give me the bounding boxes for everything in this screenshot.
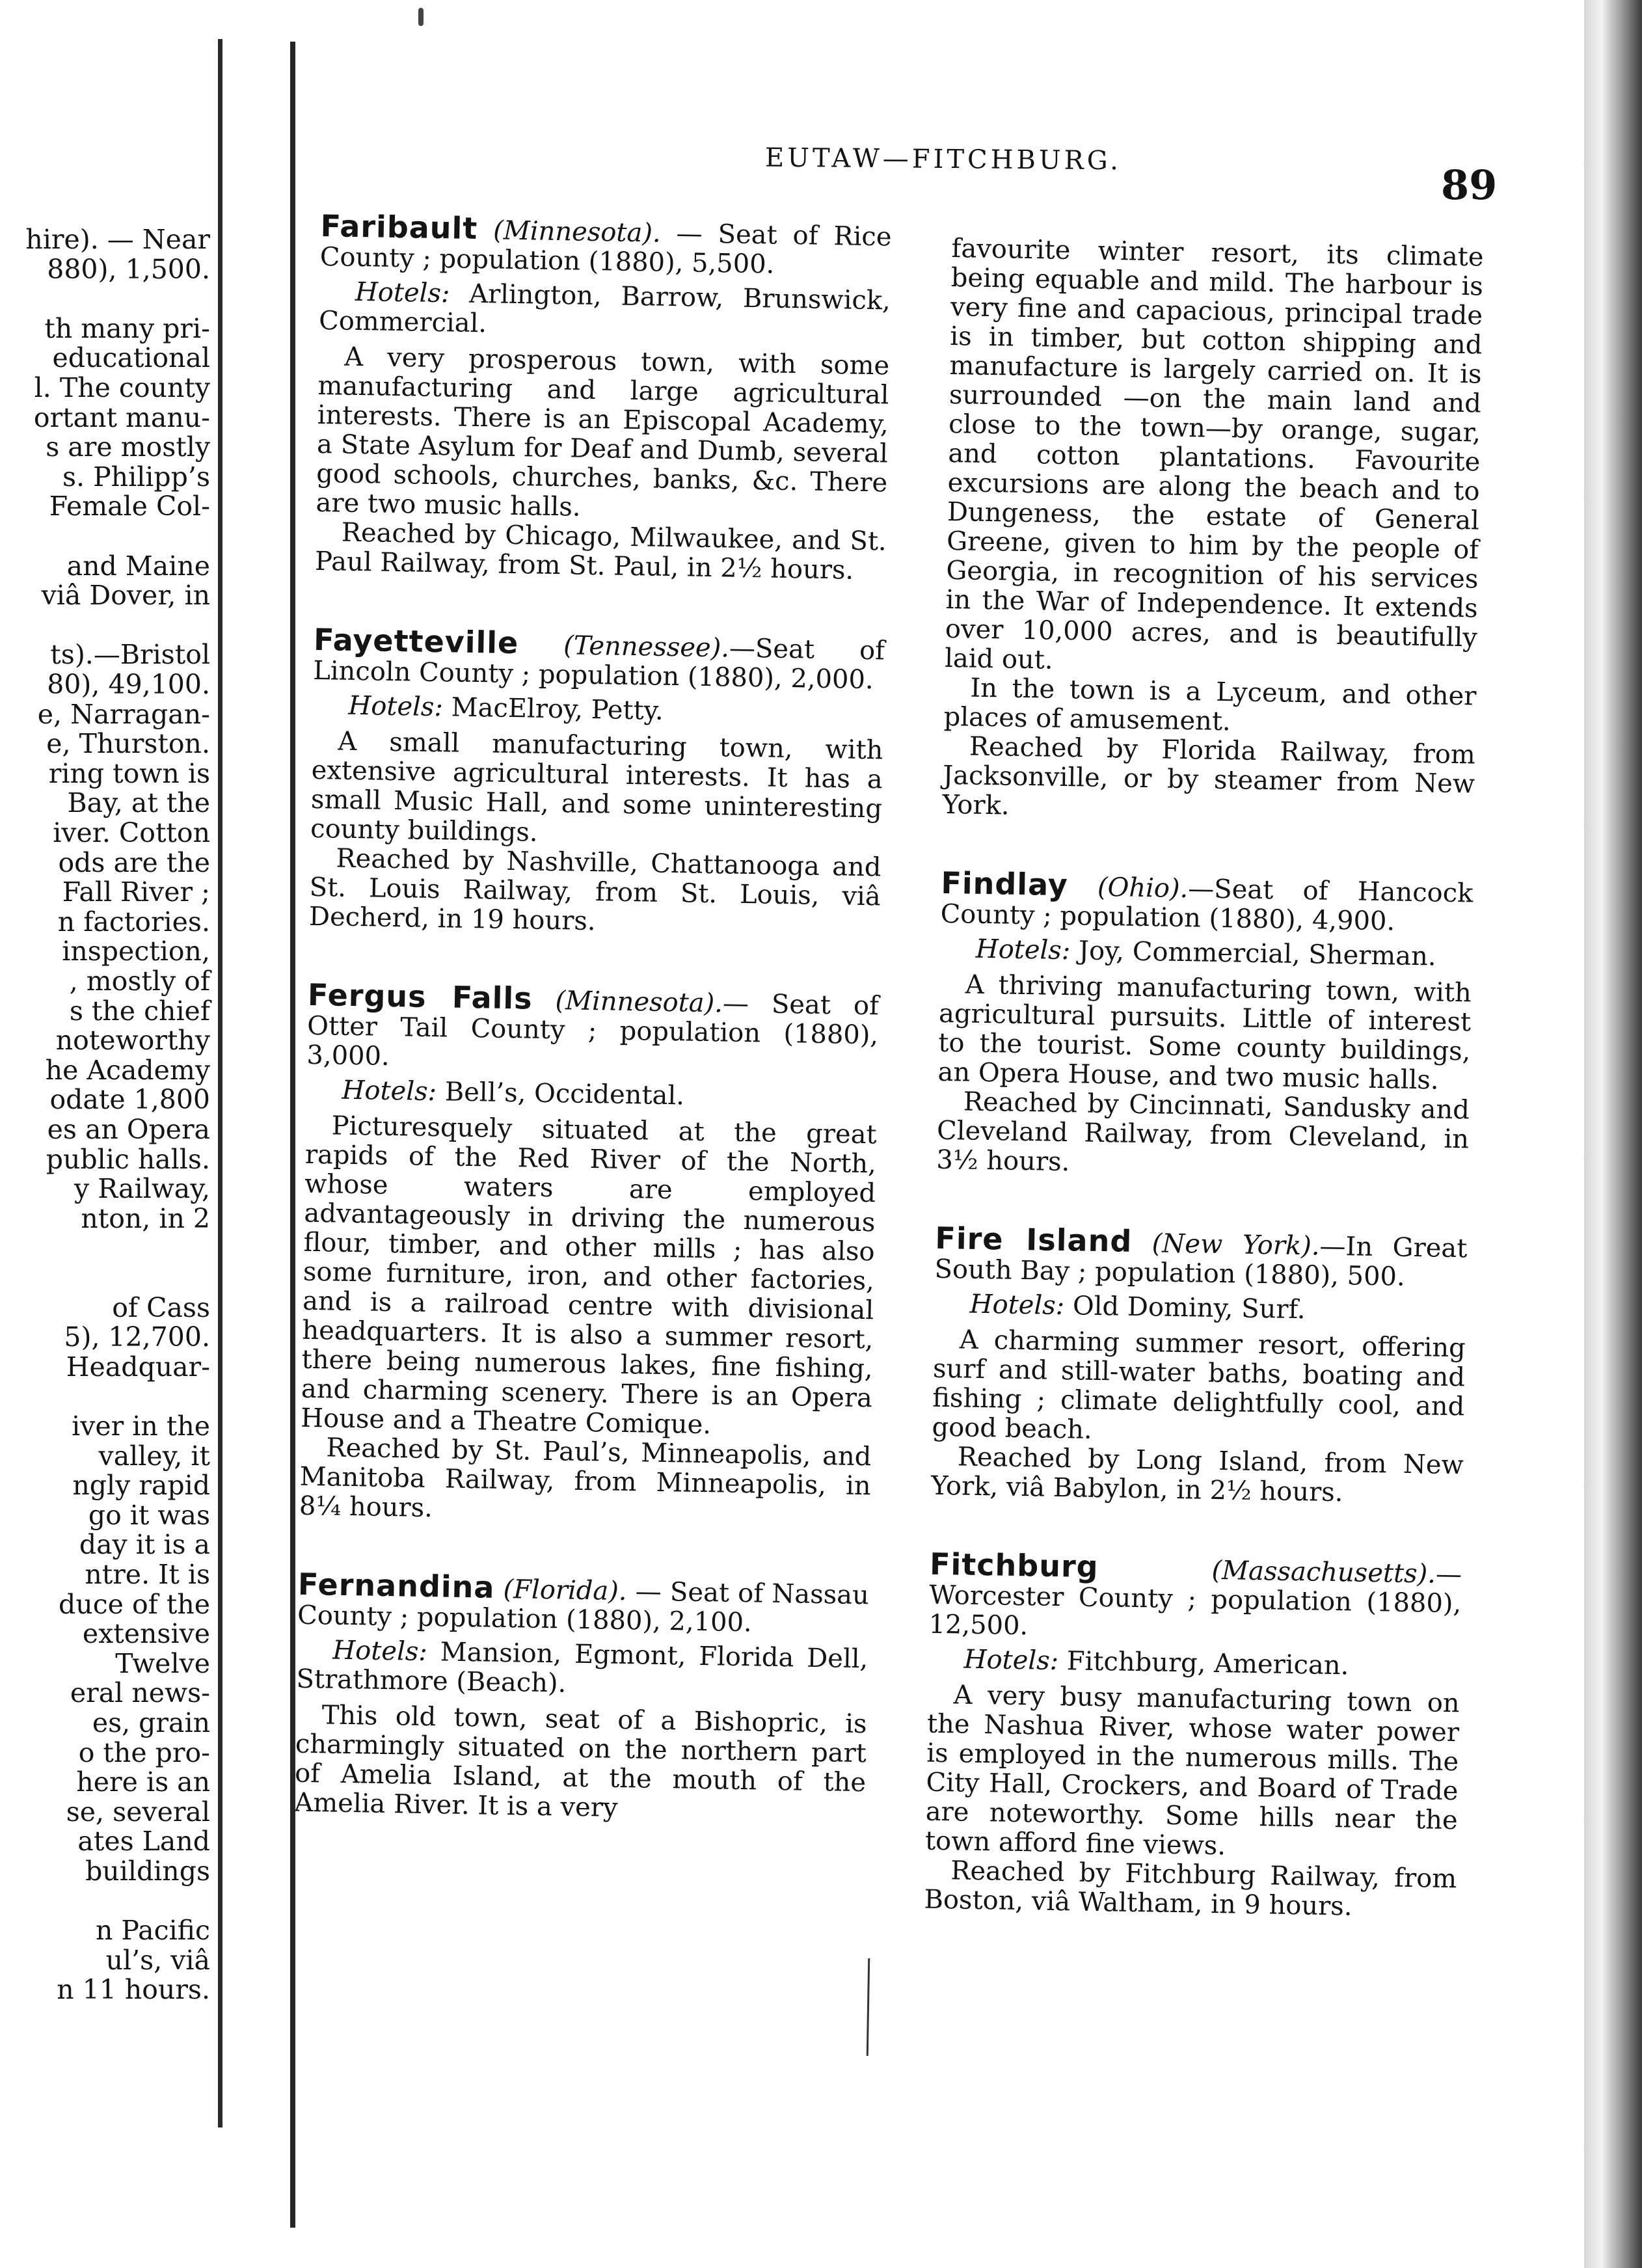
entry-state: (Massachusetts). [1211, 1555, 1436, 1589]
hotels-list: Joy, Commercial, Sherman. [1070, 936, 1436, 972]
left-page-line: ring town is [48, 757, 210, 789]
hotels-list: MacElroy, Petty. [442, 692, 664, 726]
entry-lead: — Worcester County ; population (1880), 12,500. [928, 1559, 1462, 1641]
left-page-line: n Pacific [95, 1915, 210, 1947]
hotels-label: Hotels: [969, 1289, 1065, 1321]
entry-paragraph: Reached by Florida Railway, from Jacksonville, or by steamer from New York. [942, 731, 1476, 821]
left-page-line: odate 1,800 [49, 1084, 210, 1116]
page-number: 89 [1441, 161, 1498, 209]
left-page-line: Headquar- [66, 1351, 210, 1383]
entry-lead: — Seat of Otter Tail County ; population (1880), 3,000. [306, 988, 880, 1072]
left-page-line: valley, it [98, 1440, 210, 1472]
left-page-line: here is an [76, 1766, 210, 1798]
entry-findlay [936, 865, 1474, 1183]
hotels-list: Bell’s, Occidental. [436, 1077, 685, 1111]
left-page-line: e, Narragan- [37, 698, 210, 730]
hotels-list: Old Dominy, Surf. [1064, 1291, 1306, 1325]
left-page-line: Female Col- [49, 491, 210, 522]
entry-fire-island [930, 1220, 1468, 1510]
hotels-label: Hotels: [332, 1635, 428, 1667]
page-edge-shadow [1584, 0, 1642, 2268]
entry-paragraph: A charming summer resort, offering surf and still-water baths, boating and fishing ; climate delightfully cool, and good beach. [932, 1325, 1466, 1445]
entry-paragraph: Reached by St. Paul’s, Minneapolis, and Manitoba Railway, from Minneapolis, in 8¼ hours. [299, 1433, 872, 1524]
hotels-list: Mansion, Egmont, Florida Dell, Strathmore (Beach). [296, 1637, 868, 1699]
entry-paragraph: favourite winter resort, its climate being equable and mild. The harbour is very fine and capacious, principal trade is in timber, but cotton shipping and manufacture is largely carried on. It is surrounded —on the main land and close to the town—by orange, sugar, and cotton plantations. Favourite excursions are along the beach and to Dungeness, the estate of General Greene, given to him by the people of Georgia, in recognition of his services in the War of Independence. It extends over 10,000 acres, and is beautifully laid out. [944, 234, 1484, 675]
column-left [294, 208, 892, 1827]
entry-state: (Minnesota). [492, 215, 662, 249]
entry-name: Fergus Falls [307, 977, 533, 1016]
left-page-line: s. Philipp’s [62, 461, 210, 493]
entry-state: (Tennessee). [563, 630, 730, 664]
left-page-line: e, Thurston. [46, 728, 210, 760]
hotels-list: Fitchburg, American. [1058, 1646, 1349, 1681]
left-page-line: ortant manu- [33, 401, 210, 433]
entry-paragraph: Reached by Nashville, Chattanooga and St. Louis Railway, from St. Louis, viâ Decherd, in 19 hours. [308, 843, 882, 937]
entry-paragraph: A thriving manufacturing town, with agricultural pursuits. Little of interest to the tourist. Some county buildings, an Opera House, and two music halls. [937, 969, 1472, 1096]
hotels-label: Hotels: [963, 1644, 1059, 1677]
entry-name: Fire Island [934, 1220, 1133, 1259]
entry-lead: — Seat of Rice County ; population (1880), 5,500. [319, 218, 892, 280]
left-page-line: n factories. [57, 906, 210, 938]
left-page-line: ods are the [58, 846, 210, 878]
entry-fergus-falls [299, 977, 880, 1530]
left-page-line: o the pro- [78, 1736, 210, 1768]
entry-state: (Minnesota). [555, 986, 723, 1019]
left-page-line: duce of the [59, 1588, 210, 1620]
entry-fayetteville [308, 621, 885, 941]
entry-name: Fitchburg [929, 1546, 1099, 1585]
left-page-line: th many pri- [44, 312, 210, 344]
left-page-line: and Maine [66, 550, 210, 582]
left-page-line: extensive [82, 1618, 210, 1650]
entry-paragraph: Picturesquely situated at the great rapids of the Red River of the North, whose waters are employed advantageously in driving the numerous flour, timber, and other mills ; has also some furniture, iron, and other factories, and is a railroad centre with divisional headquarters. It is also a summer resort, there being numerous lakes, fine fishing, and charming scenery. There is an Opera House and a Theatre Comique. [300, 1111, 877, 1440]
left-page-line: l. The county [34, 372, 210, 403]
entry-paragraph: A very prosperous town, with some manufacturing and large agricultural interests. There is an Episcopal Academy, a State Asylum for Deaf and Dumb, several good schools, churches, banks, &c. There are two music halls. [316, 342, 890, 522]
entry-paragraph: Reached by Cincinnati, Sandusky and Cleveland Railway, from Cleveland, in 3½ hours. [936, 1087, 1470, 1178]
left-page-line: eral news- [70, 1677, 210, 1709]
entry-name: Fayetteville [313, 621, 519, 661]
entry-lead: —Seat of Lincoln County ; population (1880), 2,000. [312, 633, 885, 695]
left-page-line: public halls. [46, 1143, 210, 1175]
left-page-line: go it was [88, 1499, 210, 1531]
left-page-line: noteworthy [55, 1025, 210, 1057]
entry-state: (Ohio). [1097, 872, 1189, 904]
entry-name: Fernandina [297, 1566, 495, 1605]
left-page-line: viâ Dover, in [41, 580, 210, 612]
left-page-line: 880), 1,500. [47, 253, 210, 285]
left-page-line: Bay, at the [67, 787, 210, 819]
gutter-edge-line [290, 42, 295, 2228]
hotels-list: Arlington, Barrow, Brunswick, Commercial. [318, 278, 891, 339]
entry-paragraph: Reached by Fitchburg Railway, from Boston, viâ Waltham, in 9 hours. [924, 1856, 1457, 1922]
hotels-label: Hotels: [975, 934, 1071, 966]
entry-paragraph: A small manufacturing town, with extensive agricultural interests. It has a small Music Hall, and some uninteresting county buildings. [310, 726, 883, 848]
left-page-line: educational [52, 342, 210, 374]
entry-fernandina [294, 1566, 870, 1828]
left-page-line: s the chief [69, 995, 210, 1027]
left-page-line: buildings [85, 1856, 210, 1887]
left-page-line: s are mostly [46, 431, 210, 463]
scan-speck [418, 8, 424, 26]
entry-paragraph: Reached by Chicago, Milwaukee, and St. Paul Railway, from St. Paul, in 2½ hours. [314, 517, 887, 586]
running-head: EUTAW—FITCHBURG. [764, 142, 1122, 176]
entry-lead: —Seat of Hancock County ; population (1880), 4,900. [940, 874, 1474, 937]
left-page-line: y Railway, [74, 1173, 210, 1205]
entry-name: Faribault [320, 208, 478, 247]
left-page-line: nton, in 2 [81, 1202, 210, 1234]
left-page-line: ngly rapid [72, 1470, 210, 1502]
left-page-line: es, grain [92, 1707, 210, 1738]
hotels-label: Hotels: [342, 1075, 437, 1107]
left-page-line: of Cass [112, 1291, 210, 1323]
entry-paragraph: Reached by Long Island, from New York, viâ Babylon, in 2½ hours. [930, 1442, 1464, 1508]
hotels-label: Hotels: [348, 690, 444, 723]
entry-state: (Florida). [503, 1574, 627, 1607]
left-page-line: inspection, [62, 936, 210, 967]
left-page-line: he Academy [45, 1054, 210, 1086]
left-page-line: Fall River ; [62, 876, 210, 908]
entry-lead: —In Great South Bay ; population (1880), 500. [934, 1231, 1468, 1292]
left-page-line: Twelve [115, 1647, 210, 1679]
entry-paragraph: This old town, seat of a Bishopric, is charmingly situated on the northern part of Amelia Island, at the mouth of the Amelia River. It is a very [294, 1700, 867, 1823]
left-page-line: es an Opera [47, 1114, 210, 1145]
column-right [924, 234, 1484, 1923]
left-page-line: iver in the [72, 1411, 210, 1442]
entry-state: (New York). [1151, 1228, 1320, 1262]
left-page-line: , mostly of [69, 965, 210, 997]
left-page-line: se, several [66, 1796, 210, 1828]
left-page-line: hire). — Near [25, 224, 210, 255]
entry-paragraph: A very busy manufacturing town on the Nashua River, whose water power is employed in the numerous mills. The City Hall, Crockers, and Board of Trade are noteworthy. Some hills near the town afford fine views. [924, 1680, 1460, 1861]
entry-name: Findlay [941, 865, 1069, 903]
entry-fernandina-continued [942, 234, 1484, 828]
entry-fitchburg [924, 1546, 1462, 1923]
left-page-line: iver. Cotton [53, 817, 210, 848]
entry-faribault [314, 208, 892, 586]
entry-paragraph: In the town is a Lyceum, and other places of amusement. [943, 673, 1477, 737]
left-page-line: day it is a [79, 1529, 210, 1561]
previous-page-fragment [0, 39, 222, 2127]
left-page-line: n 11 hours. [57, 1974, 210, 2006]
left-page-line: ntre. It is [85, 1559, 210, 1590]
hotels-label: Hotels: [355, 277, 450, 309]
entry-lead: — Seat of Nassau County ; population (1880), 2,100. [297, 1576, 870, 1638]
book-gutter [228, 26, 299, 2238]
left-page-line: ates Land [77, 1826, 210, 1857]
left-page-line: 5), 12,700. [64, 1321, 210, 1353]
left-page-line: ul’s, viâ [105, 1944, 210, 1976]
left-page-line: ts).—Bristol [50, 639, 210, 671]
left-page-line: 80), 49,100. [47, 669, 210, 700]
